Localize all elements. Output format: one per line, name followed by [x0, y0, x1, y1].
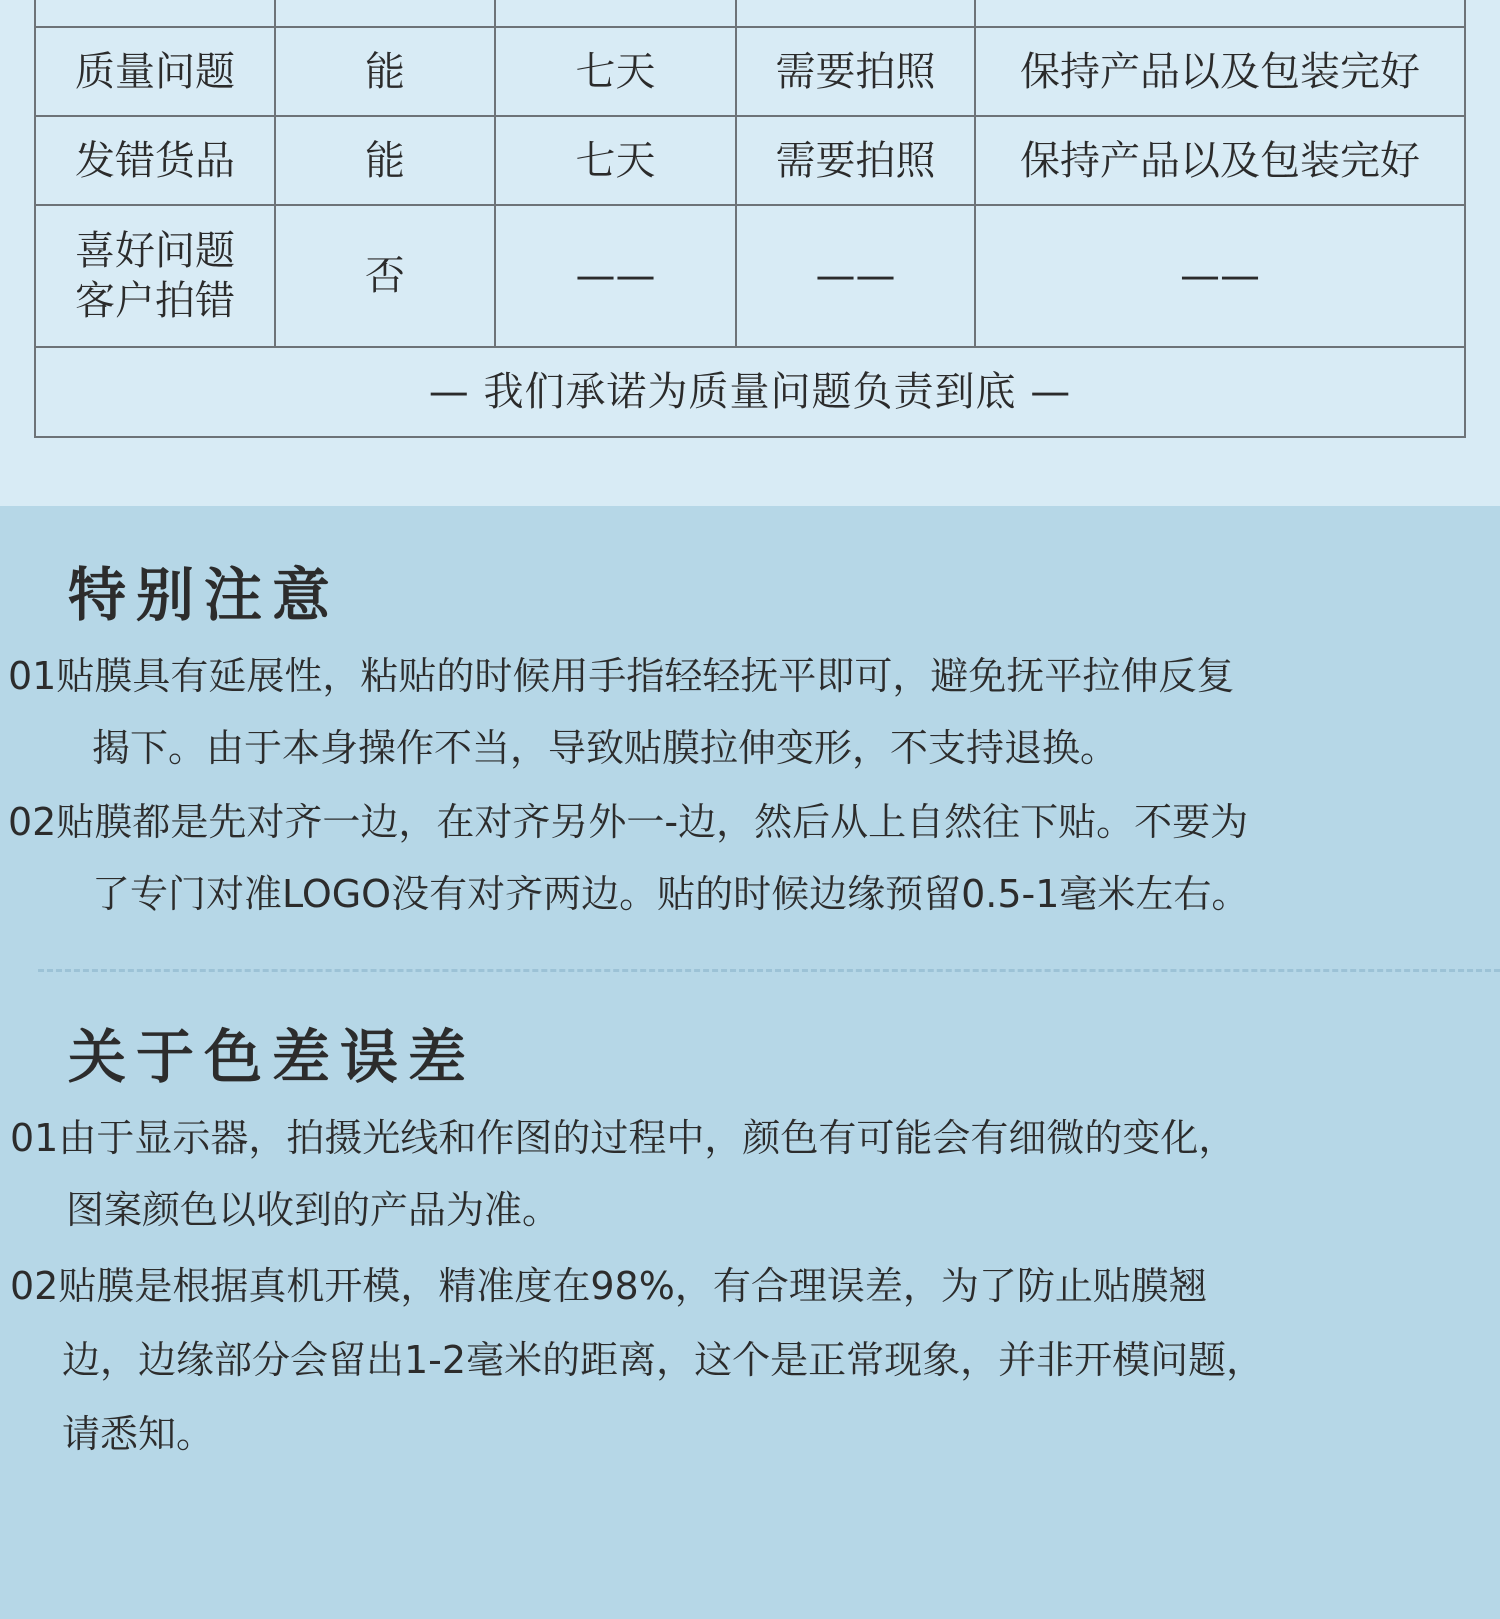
special-notice-item-1-line-1: 01贴膜具有延展性，粘贴的时候用手指轻轻抚平即可，避免抚平拉伸反复 — [8, 654, 1235, 698]
color-notice-item-2-line-2: 边，边缘部分会留出1-2毫米的距离，这个是正常现象，并非开模问题， — [62, 1338, 1265, 1382]
section-divider — [38, 969, 1500, 972]
table-cell: 质量问题 — [35, 27, 275, 116]
table-row — [35, 205, 1465, 347]
table-cell — [495, 0, 736, 27]
table-promise-row — [35, 347, 1465, 437]
table-cell: 否 — [275, 205, 495, 347]
table-cell — [35, 0, 275, 27]
table-cell-line: 喜好问题 — [75, 228, 235, 274]
table-cell: 能 — [275, 116, 495, 205]
table-row — [35, 116, 1465, 205]
table-cell: 七天 — [495, 27, 736, 116]
color-notice-title: 关于色差误差 — [68, 1023, 477, 1091]
table-cell — [975, 0, 1465, 27]
table-cell: 需要拍照 — [736, 27, 975, 116]
table-cell: 发错货品 — [35, 116, 275, 205]
table-cell-line: 客户拍错 — [75, 278, 235, 324]
table-cell — [275, 0, 495, 27]
color-notice-item-2-line-1: 02贴膜是根据真机开模，精准度在98%，有合理误差，为了防止贴膜翘 — [10, 1264, 1207, 1308]
color-notice-item-1-line-2: 图案颜色以收到的产品为准。 — [66, 1188, 561, 1232]
table-cell: —— — [975, 205, 1465, 347]
table-row — [35, 27, 1465, 116]
table-cell: 能 — [275, 27, 495, 116]
promise-text: — 我们承诺为质量问题负责到底 — — [35, 347, 1465, 437]
table-cell: —— — [736, 205, 975, 347]
special-notice-item-2-line-1: 02贴膜都是先对齐一边，在对齐另外一-边，然后从上自然往下贴。不要为 — [8, 800, 1249, 844]
special-notice-title: 特别注意 — [68, 561, 341, 629]
color-notice-item-2-line-3: 请悉知。 — [62, 1412, 215, 1456]
special-notice-item-2-line-2: 了专门对准LOGO没有对齐两边。贴的时候边缘预留0.5-1毫米左右。 — [92, 872, 1250, 916]
special-notice-item-1-line-2: 揭下。由于本身操作不当，导致贴膜拉伸变形，不支持退换。 — [92, 726, 1119, 770]
color-notice-item-1-line-1: 01由于显示器，拍摄光线和作图的过程中，颜色有可能会有细微的变化， — [10, 1116, 1237, 1160]
return-policy-table — [34, 0, 1466, 438]
table-cell — [35, 205, 275, 347]
table-cell — [736, 0, 975, 27]
table-cell: 需要拍照 — [736, 116, 975, 205]
table-cell: 保持产品以及包装完好 — [975, 27, 1465, 116]
return-policy-section — [0, 0, 1500, 506]
table-cell: —— — [495, 205, 736, 347]
table-header-row — [35, 0, 1465, 27]
table-cell: 保持产品以及包装完好 — [975, 116, 1465, 205]
table-cell: 七天 — [495, 116, 736, 205]
